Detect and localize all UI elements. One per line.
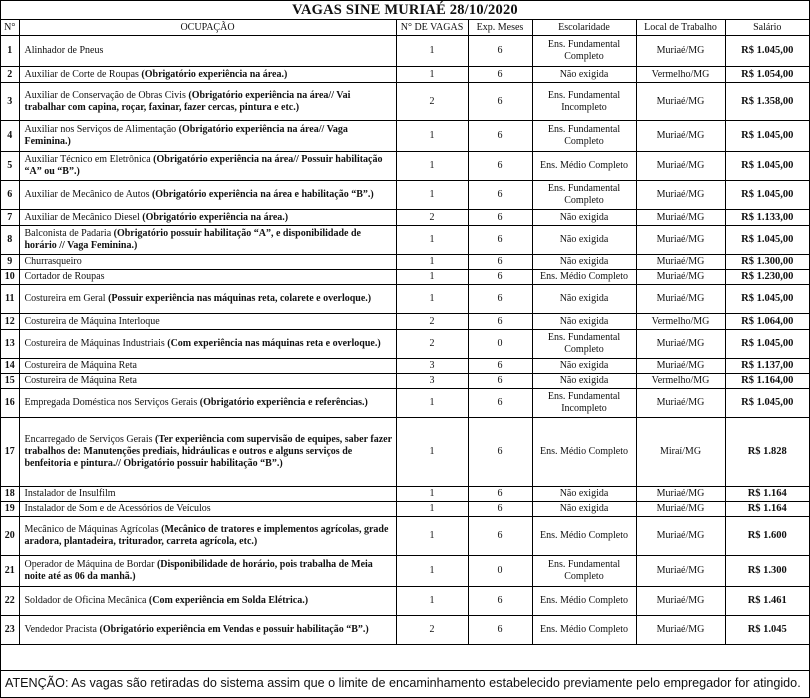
salary-cell: R$ 1.133,00 [725, 210, 809, 226]
row-number: 21 [1, 556, 19, 587]
occupation-cell [19, 285, 396, 314]
vacancies-cell: 1 [396, 36, 468, 67]
header-number: N° [1, 20, 19, 36]
salary-cell: R$ 1.300,00 [725, 255, 809, 270]
schooling-cell: Ens. Médio Completo [532, 587, 636, 616]
occupation-requirements: (Obrigatório experiência na área.) [141, 68, 288, 80]
table-row [1, 210, 809, 226]
row-number: 23 [1, 616, 19, 645]
workplace-cell: Muriaé/MG [636, 210, 725, 226]
workplace-cell: Muriaé/MG [636, 359, 725, 374]
occupation-name: Auxiliar de Conservação de Obras Civis [24, 89, 186, 101]
salary-cell: R$ 1.045,00 [725, 285, 809, 314]
occupation-cell [19, 517, 396, 556]
vacancies-cell: 1 [396, 255, 468, 270]
header-vacancies: N° DE VAGAS [396, 20, 468, 36]
vacancies-cell: 1 [396, 556, 468, 587]
occupation-cell [19, 330, 396, 359]
row-number: 6 [1, 181, 19, 210]
vacancies-cell: 1 [396, 587, 468, 616]
table-row [1, 36, 809, 67]
experience-cell: 6 [468, 616, 532, 645]
header-schooling: Escolaridade [532, 20, 636, 36]
workplace-cell: Muriaé/MG [636, 389, 725, 418]
vacancies-cell: 1 [396, 270, 468, 285]
occupation-name: Balconista de Padaria [24, 228, 112, 239]
row-number: 5 [1, 152, 19, 181]
header-workplace: Local de Trabalho [636, 20, 725, 36]
row-number: 19 [1, 502, 19, 517]
vacancies-cell: 1 [396, 487, 468, 502]
schooling-cell: Ens. Fundamental Completo [532, 181, 636, 210]
occupation-cell [19, 121, 396, 152]
vacancies-cell: 1 [396, 181, 468, 210]
workplace-cell: Muriaé/MG [636, 226, 725, 255]
vacancies-cell: 1 [396, 285, 468, 314]
occupation-name: Empregada Doméstica nos Serviços Gerais [24, 397, 198, 408]
salary-cell: R$ 1.828 [725, 418, 809, 487]
row-number: 7 [1, 210, 19, 226]
table-row [1, 67, 809, 83]
row-number: 8 [1, 226, 19, 255]
schooling-cell: Ens. Fundamental Completo [532, 121, 636, 152]
workplace-cell: Muriaé/MG [636, 121, 725, 152]
table-row [1, 121, 809, 152]
vacancies-table [1, 20, 809, 645]
occupation-cell [19, 359, 396, 374]
occupation-cell [19, 83, 396, 121]
table-row [1, 616, 809, 645]
occupation-name: Auxiliar nos Serviços de Alimentação [24, 124, 177, 135]
page-title: VAGAS SINE MURIAÉ 28/10/2020 [1, 1, 809, 20]
experience-cell: 6 [468, 83, 532, 121]
occupation-cell [19, 374, 396, 389]
occupation-name: Churrasqueiro [24, 256, 82, 267]
workplace-cell: Muriaé/MG [636, 330, 725, 359]
salary-cell: R$ 1.358,00 [725, 83, 809, 121]
occupation-requirements: (Obrigatório experiência e referências.) [199, 397, 368, 408]
table-row [1, 226, 809, 255]
experience-cell: 6 [468, 314, 532, 330]
experience-cell: 6 [468, 502, 532, 517]
occupation-name: Alinhador de Pneus [24, 45, 104, 56]
workplace-cell: Miraí/MG [636, 418, 725, 487]
vacancies-cell: 1 [396, 121, 468, 152]
schooling-cell: Ens. Médio Completo [532, 517, 636, 556]
occupation-cell [19, 255, 396, 270]
salary-cell: R$ 1.137,00 [725, 359, 809, 374]
row-number: 15 [1, 374, 19, 389]
table-row [1, 556, 809, 587]
schooling-cell: Não exigida [532, 67, 636, 83]
occupation-cell [19, 314, 396, 330]
salary-cell: R$ 1.164 [725, 502, 809, 517]
row-number: 18 [1, 487, 19, 502]
experience-cell: 6 [468, 255, 532, 270]
occupation-name: Instalador de Som e de Acessórios de Veículos [24, 503, 211, 514]
workplace-cell: Muriaé/MG [636, 517, 725, 556]
occupation-name: Auxiliar de Mecânico de Autos [24, 189, 150, 200]
occupation-name: Soldador de Oficina Mecânica [24, 595, 147, 606]
salary-cell: R$ 1.045,00 [725, 152, 809, 181]
workplace-cell: Muriaé/MG [636, 83, 725, 121]
header-salary: Salário [725, 20, 809, 36]
experience-cell: 6 [468, 374, 532, 389]
schooling-cell: Não exigida [532, 502, 636, 517]
experience-cell: 6 [468, 121, 532, 152]
table-row [1, 502, 809, 517]
workplace-cell: Muriaé/MG [636, 587, 725, 616]
schooling-cell: Não exigida [532, 255, 636, 270]
table-row [1, 487, 809, 502]
row-number: 14 [1, 359, 19, 374]
table-row [1, 181, 809, 210]
occupation-cell [19, 210, 396, 226]
schooling-cell: Não exigida [532, 487, 636, 502]
occupation-requirements: (Obrigatório experiência em Vendas e possuir habilitação “B”.) [99, 624, 369, 635]
occupation-name: Operador de Máquina de Bordar [24, 559, 155, 570]
vacancies-cell: 3 [396, 359, 468, 374]
experience-cell: 6 [468, 487, 532, 502]
experience-cell: 6 [468, 181, 532, 210]
row-number: 22 [1, 587, 19, 616]
row-number: 16 [1, 389, 19, 418]
workplace-cell: Muriaé/MG [636, 152, 725, 181]
schooling-cell: Não exigida [532, 226, 636, 255]
occupation-name: Costureira de Máquina Reta [24, 360, 137, 371]
occupation-requirements: (Obrigatório experiência na área e habilitação “B”.) [151, 189, 374, 200]
vacancies-cell: 2 [396, 314, 468, 330]
schooling-cell: Não exigida [532, 285, 636, 314]
vacancies-cell: 1 [396, 152, 468, 181]
workplace-cell: Muriaé/MG [636, 285, 725, 314]
row-number: 4 [1, 121, 19, 152]
occupation-cell [19, 418, 396, 487]
occupation-cell [19, 556, 396, 587]
workplace-cell: Muriaé/MG [636, 255, 725, 270]
salary-cell: R$ 1.600 [725, 517, 809, 556]
schooling-cell: Ens. Fundamental Completo [532, 36, 636, 67]
occupation-name: Cortador de Roupas [24, 271, 105, 282]
vacancies-cell: 1 [396, 389, 468, 418]
table-row [1, 152, 809, 181]
table-row [1, 389, 809, 418]
schooling-cell: Ens. Médio Completo [532, 152, 636, 181]
occupation-requirements: (Com experiência em Solda Elétrica.) [148, 595, 309, 606]
experience-cell: 6 [468, 226, 532, 255]
table-row [1, 587, 809, 616]
experience-cell: 6 [468, 210, 532, 226]
schooling-cell: Ens. Médio Completo [532, 418, 636, 487]
schooling-cell: Ens. Fundamental Incompleto [532, 389, 636, 418]
row-number: 20 [1, 517, 19, 556]
table-row [1, 314, 809, 330]
occupation-name: Auxiliar Técnico em Eletrônica [24, 154, 151, 165]
vacancies-cell: 2 [396, 616, 468, 645]
occupation-requirements: (Ter experiência com supervisão de equipes, saber fazer trabalhos de: Manutenções prediais, hidráulicas e outros e alguns serviços de benfeitoria e pintura.// Obrigatório possuir habilitação “B”.) [24, 434, 392, 469]
occupation-requirements: (Obrigatório experiência na área.) [142, 211, 289, 223]
occupation-cell [19, 36, 396, 67]
workplace-cell: Muriaé/MG [636, 556, 725, 587]
workplace-cell: Vermelho/MG [636, 374, 725, 389]
row-number: 3 [1, 83, 19, 121]
table-row [1, 359, 809, 374]
schooling-cell: Ens. Fundamental Completo [532, 556, 636, 587]
schooling-cell: Não exigida [532, 210, 636, 226]
occupation-name: Auxiliar de Corte de Roupas [24, 68, 139, 80]
salary-cell: R$ 1.230,00 [725, 270, 809, 285]
table-row [1, 330, 809, 359]
salary-cell: R$ 1.461 [725, 587, 809, 616]
occupation-cell [19, 487, 396, 502]
row-number: 2 [1, 67, 19, 83]
salary-cell: R$ 1.054,00 [725, 67, 809, 83]
row-number: 9 [1, 255, 19, 270]
workplace-cell: Muriaé/MG [636, 502, 725, 517]
row-number: 11 [1, 285, 19, 314]
schooling-cell: Ens. Fundamental Completo [532, 330, 636, 359]
experience-cell: 0 [468, 556, 532, 587]
workplace-cell: Muriaé/MG [636, 616, 725, 645]
salary-cell: R$ 1.300 [725, 556, 809, 587]
workplace-cell: Vermelho/MG [636, 314, 725, 330]
salary-cell: R$ 1.045 [725, 616, 809, 645]
table-row [1, 374, 809, 389]
vacancies-cell: 3 [396, 374, 468, 389]
experience-cell: 6 [468, 389, 532, 418]
vacancies-cell: 2 [396, 83, 468, 121]
occupation-requirements: (Disponibilidade de horário, pois trabalha de Meia noite até as 06 da manhã.) [24, 559, 373, 582]
schooling-cell: Não exigida [532, 314, 636, 330]
table-row [1, 517, 809, 556]
occupation-name: Costureira de Máquina Reta [24, 375, 137, 386]
salary-cell: R$ 1.045,00 [725, 121, 809, 152]
occupation-cell [19, 152, 396, 181]
row-number: 10 [1, 270, 19, 285]
salary-cell: R$ 1.045,00 [725, 389, 809, 418]
vacancies-cell: 1 [396, 226, 468, 255]
vacancies-cell: 1 [396, 502, 468, 517]
occupation-name: Auxiliar de Mecânico Diesel [24, 211, 140, 223]
occupation-requirements: (Obrigatório experiência na área// Vai trabalhar com capina, roçar, faxinar, fazer cercas, pintura e etc.) [24, 89, 351, 113]
table-header-row [1, 20, 809, 36]
occupation-name: Costureira em Geral [24, 293, 106, 304]
salary-cell: R$ 1.045,00 [725, 330, 809, 359]
occupation-requirements: (Obrigatório experiência na área// Vaga Feminina.) [24, 124, 348, 147]
occupation-cell [19, 587, 396, 616]
occupation-requirements: (Com experiência nas máquinas reta e overloque.) [167, 338, 381, 349]
workplace-cell: Muriaé/MG [636, 270, 725, 285]
schooling-cell: Ens. Médio Completo [532, 616, 636, 645]
occupation-name: Mecânico de Máquinas Agrícolas [24, 524, 159, 535]
occupation-requirements: (Possuir experiência nas máquinas reta, colarete e overloque.) [108, 293, 372, 304]
table-body [1, 36, 809, 645]
occupation-cell [19, 616, 396, 645]
schooling-cell: Não exigida [532, 359, 636, 374]
experience-cell: 6 [468, 418, 532, 487]
workplace-cell: Vermelho/MG [636, 67, 725, 83]
occupation-cell [19, 181, 396, 210]
experience-cell: 6 [468, 587, 532, 616]
salary-cell: R$ 1.045,00 [725, 181, 809, 210]
experience-cell: 6 [468, 152, 532, 181]
row-number: 1 [1, 36, 19, 67]
attention-notice: ATENÇÃO: As vagas são retiradas do sistema assim que o limite de encaminhamento estabelecido previamente pelo empregador for atingido. [1, 670, 809, 697]
schooling-cell: Não exigida [532, 374, 636, 389]
experience-cell: 6 [468, 285, 532, 314]
experience-cell: 6 [468, 67, 532, 83]
workplace-cell: Muriaé/MG [636, 181, 725, 210]
salary-cell: R$ 1.164 [725, 487, 809, 502]
salary-cell: R$ 1.045,00 [725, 36, 809, 67]
workplace-cell: Muriaé/MG [636, 487, 725, 502]
occupation-name: Vendedor Pracista [24, 624, 97, 635]
vacancies-cell: 1 [396, 517, 468, 556]
occupation-name: Costureira de Máquina Interloque [24, 315, 160, 327]
occupation-name: Instalador de Insulfilm [24, 488, 116, 499]
experience-cell: 6 [468, 270, 532, 285]
occupation-requirements: (Mecânico de tratores e implementos agrícolas, grade aradora, plantadeira, triturador, carreta agrícola, etc.) [24, 524, 389, 547]
table-row [1, 255, 809, 270]
occupation-cell [19, 389, 396, 418]
schooling-cell: Ens. Fundamental Incompleto [532, 83, 636, 121]
table-row [1, 418, 809, 487]
row-number: 13 [1, 330, 19, 359]
occupation-cell [19, 270, 396, 285]
salary-cell: R$ 1.064,00 [725, 314, 809, 330]
schooling-cell: Ens. Médio Completo [532, 270, 636, 285]
experience-cell: 6 [468, 517, 532, 556]
workplace-cell: Muriaé/MG [636, 36, 725, 67]
experience-cell: 6 [468, 359, 532, 374]
vacancies-cell: 1 [396, 67, 468, 83]
table-row [1, 83, 809, 121]
vacancies-cell: 2 [396, 330, 468, 359]
salary-cell: R$ 1.045,00 [725, 226, 809, 255]
row-number: 17 [1, 418, 19, 487]
occupation-requirements: (Obrigatório possuir habilitação “A”, e disponibilidade de horário // Vaga Feminina.) [24, 228, 361, 251]
row-number: 12 [1, 314, 19, 330]
vacancies-cell: 1 [396, 418, 468, 487]
occupation-cell [19, 502, 396, 517]
table-row [1, 285, 809, 314]
header-occupation: OCUPAÇÃO [19, 20, 396, 36]
occupation-name: Encarregado de Serviços Gerais [24, 434, 153, 445]
occupation-cell [19, 226, 396, 255]
experience-cell: 6 [468, 36, 532, 67]
salary-cell: R$ 1.164,00 [725, 374, 809, 389]
header-experience: Exp. Meses [468, 20, 532, 36]
experience-cell: 0 [468, 330, 532, 359]
occupation-name: Costureira de Máquinas Industriais [24, 338, 165, 349]
vacancies-cell: 2 [396, 210, 468, 226]
table-row [1, 270, 809, 285]
occupation-requirements: (Obrigatório experiência na área// Possuir habilitação “A” ou “B”.) [24, 154, 383, 177]
occupation-cell [19, 67, 396, 83]
